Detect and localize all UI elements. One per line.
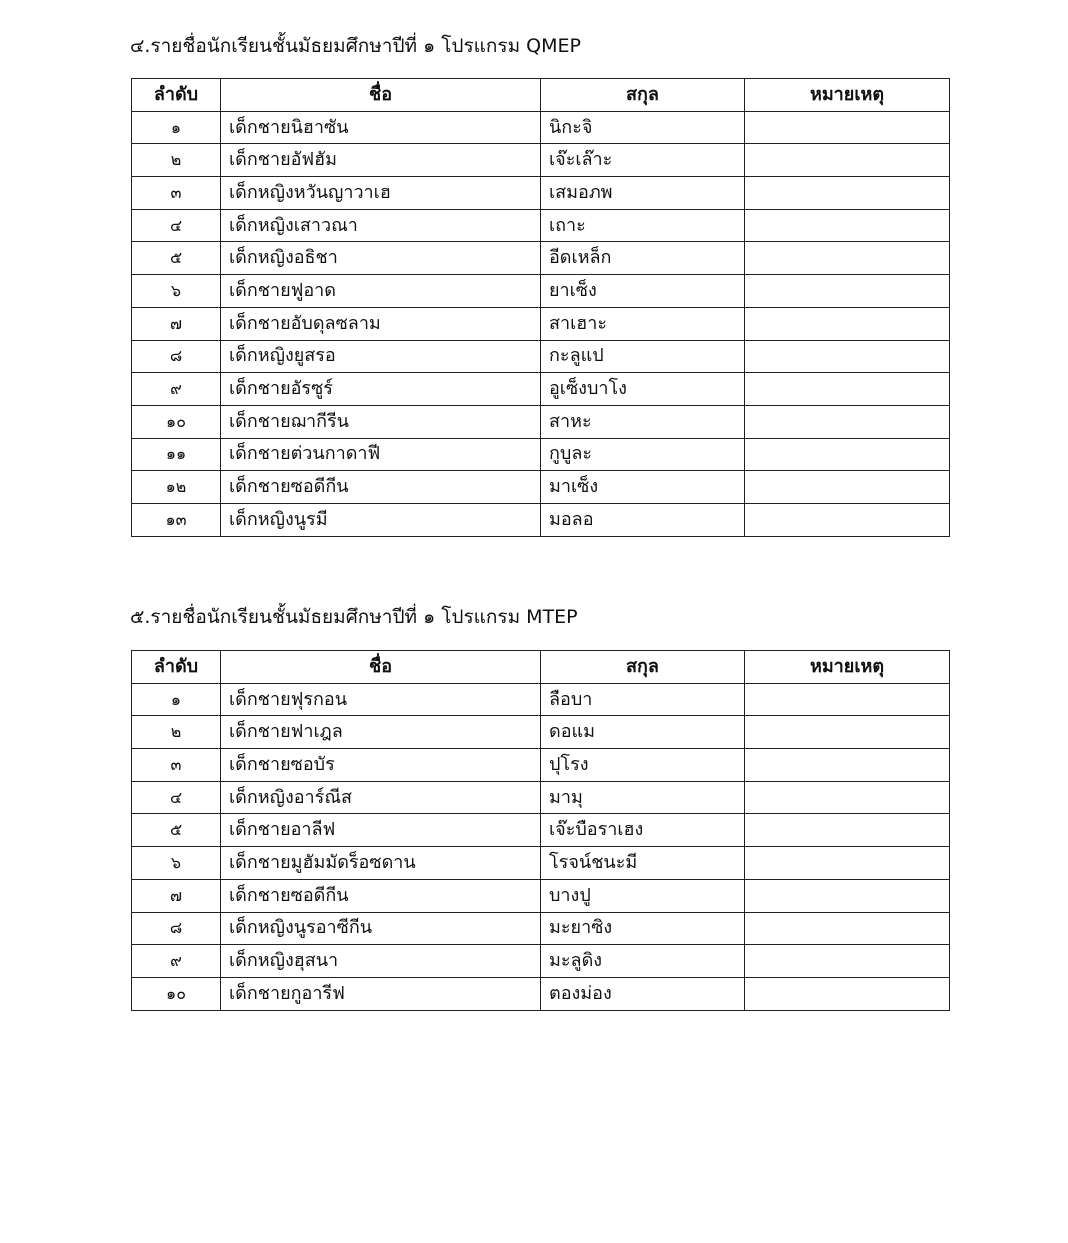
cell-last-name: มะยาซิง (541, 912, 745, 945)
cell-first-name: เด็กชายฌากีรีน (221, 405, 541, 438)
cell-last-name: เจ๊ะบือราเฮง (541, 814, 745, 847)
cell-note (745, 781, 950, 814)
cell-no: ๑๒ (132, 471, 221, 504)
cell-first-name: เด็กชายมูฮัมมัดร็อซดาน (221, 847, 541, 880)
table-row (132, 242, 950, 275)
table-row (132, 977, 950, 1010)
table-body (132, 683, 950, 1010)
table-row (132, 275, 950, 308)
cell-last-name: บางปู (541, 879, 745, 912)
cell-note (745, 912, 950, 945)
cell-note (745, 879, 950, 912)
cell-last-name: กูบูละ (541, 438, 745, 471)
cell-note (745, 242, 950, 275)
cell-last-name: ตองม่อง (541, 977, 745, 1010)
table-row (132, 814, 950, 847)
table-row (132, 209, 950, 242)
cell-note (745, 471, 950, 504)
cell-note (745, 716, 950, 749)
table-body (132, 111, 950, 536)
cell-last-name: ลือบา (541, 683, 745, 716)
cell-no: ๗ (132, 307, 221, 340)
cell-note (745, 405, 950, 438)
cell-note (745, 847, 950, 880)
header-note: หมายเหตุ (745, 651, 950, 684)
table-row (132, 177, 950, 210)
header-no: ลำดับ (132, 79, 221, 112)
table-row (132, 373, 950, 406)
cell-last-name: อีดเหล็ก (541, 242, 745, 275)
header-first-name: ชื่อ (221, 79, 541, 112)
cell-first-name: เด็กชายต่วนกาดาฟี (221, 438, 541, 471)
header-last-name: สกุล (541, 651, 745, 684)
cell-no: ๒ (132, 716, 221, 749)
cell-note (745, 307, 950, 340)
cell-last-name: เถาะ (541, 209, 745, 242)
cell-last-name: มาเซ็ง (541, 471, 745, 504)
cell-note (745, 814, 950, 847)
cell-no: ๙ (132, 945, 221, 978)
cell-first-name: เด็กหญิงฮุสนา (221, 945, 541, 978)
header-first-name: ชื่อ (221, 651, 541, 684)
table-row (132, 438, 950, 471)
cell-last-name: สาเฮาะ (541, 307, 745, 340)
table-header-row (132, 651, 950, 684)
cell-first-name: เด็กหญิงยูสรอ (221, 340, 541, 373)
cell-note (745, 945, 950, 978)
table-row (132, 879, 950, 912)
cell-no: ๑๓ (132, 503, 221, 536)
table-row (132, 683, 950, 716)
cell-last-name: อูเซ็งบาโง (541, 373, 745, 406)
table-row (132, 847, 950, 880)
cell-first-name: เด็กหญิงนูรอาซีกีน (221, 912, 541, 945)
cell-last-name: มะลูดิง (541, 945, 745, 978)
cell-first-name: เด็กชายนิฮาซัน (221, 111, 541, 144)
cell-first-name: เด็กชายอับดุลซลาม (221, 307, 541, 340)
cell-no: ๖ (132, 275, 221, 308)
cell-last-name: มามุ (541, 781, 745, 814)
cell-first-name: เด็กชายฟูอาด (221, 275, 541, 308)
cell-first-name: เด็กชายซอบัร (221, 749, 541, 782)
cell-no: ๕ (132, 242, 221, 275)
cell-note (745, 683, 950, 716)
cell-note (745, 275, 950, 308)
cell-first-name: เด็กชายซอดีกีน (221, 471, 541, 504)
table-row (132, 471, 950, 504)
cell-last-name: โรจน์ชนะมี (541, 847, 745, 880)
cell-no: ๘ (132, 912, 221, 945)
table-row (132, 503, 950, 536)
table-row (132, 912, 950, 945)
cell-note (745, 977, 950, 1010)
cell-first-name: เด็กหญิงนูรมี (221, 503, 541, 536)
cell-first-name: เด็กชายอาลีฟ (221, 814, 541, 847)
section-title-mtep: ๕.รายชื่อนักเรียนชั้นมัธยมศึกษาปีที่ ๑ โปรแกรม MTEP (130, 606, 578, 628)
cell-last-name: นิกะจิ (541, 111, 745, 144)
table-row (132, 749, 950, 782)
table-row (132, 307, 950, 340)
cell-first-name: เด็กชายอัฟฮัม (221, 144, 541, 177)
cell-first-name: เด็กหญิงเสาวณา (221, 209, 541, 242)
section-title-qmep: ๔.รายชื่อนักเรียนชั้นมัธยมศึกษาปีที่ ๑ โปรแกรม QMEP (130, 35, 581, 57)
cell-no: ๓ (132, 749, 221, 782)
table-row (132, 111, 950, 144)
student-table-qmep (131, 78, 950, 537)
cell-no: ๕ (132, 814, 221, 847)
table-row (132, 405, 950, 438)
cell-no: ๓ (132, 177, 221, 210)
cell-last-name: เจ๊ะเล๊าะ (541, 144, 745, 177)
cell-last-name: สาหะ (541, 405, 745, 438)
cell-no: ๑ (132, 111, 221, 144)
cell-first-name: เด็กชายซอดีกีน (221, 879, 541, 912)
table-row (132, 716, 950, 749)
cell-no: ๒ (132, 144, 221, 177)
cell-no: ๘ (132, 340, 221, 373)
cell-note (745, 438, 950, 471)
table-row (132, 945, 950, 978)
cell-first-name: เด็กชายฟุรกอน (221, 683, 541, 716)
cell-last-name: ปุโรง (541, 749, 745, 782)
table-row (132, 781, 950, 814)
cell-note (745, 340, 950, 373)
cell-no: ๔ (132, 209, 221, 242)
table-row (132, 144, 950, 177)
cell-no: ๑ (132, 683, 221, 716)
cell-first-name: เด็กหญิงอธิชา (221, 242, 541, 275)
cell-last-name: มอลอ (541, 503, 745, 536)
cell-last-name: กะลูแป (541, 340, 745, 373)
cell-note (745, 177, 950, 210)
header-no: ลำดับ (132, 651, 221, 684)
cell-first-name: เด็กชายฟาเฎล (221, 716, 541, 749)
cell-no: ๑๑ (132, 438, 221, 471)
cell-first-name: เด็กหญิงอาร์ณีส (221, 781, 541, 814)
cell-no: ๙ (132, 373, 221, 406)
cell-note (745, 144, 950, 177)
table-header-row (132, 79, 950, 112)
cell-last-name: ยาเซ็ง (541, 275, 745, 308)
cell-last-name: ดอแม (541, 716, 745, 749)
table-row (132, 340, 950, 373)
cell-note (745, 209, 950, 242)
cell-first-name: เด็กชายอัรซูร์ (221, 373, 541, 406)
cell-no: ๖ (132, 847, 221, 880)
cell-no: ๑๐ (132, 405, 221, 438)
cell-note (745, 503, 950, 536)
cell-first-name: เด็กหญิงหวันญาวาเฮ (221, 177, 541, 210)
student-table-mtep (131, 650, 950, 1011)
cell-last-name: เสมอภพ (541, 177, 745, 210)
cell-no: ๗ (132, 879, 221, 912)
cell-note (745, 373, 950, 406)
header-last-name: สกุล (541, 79, 745, 112)
cell-no: ๔ (132, 781, 221, 814)
cell-first-name: เด็กชายกูอารีฟ (221, 977, 541, 1010)
cell-note (745, 749, 950, 782)
cell-note (745, 111, 950, 144)
header-note: หมายเหตุ (745, 79, 950, 112)
cell-no: ๑๐ (132, 977, 221, 1010)
